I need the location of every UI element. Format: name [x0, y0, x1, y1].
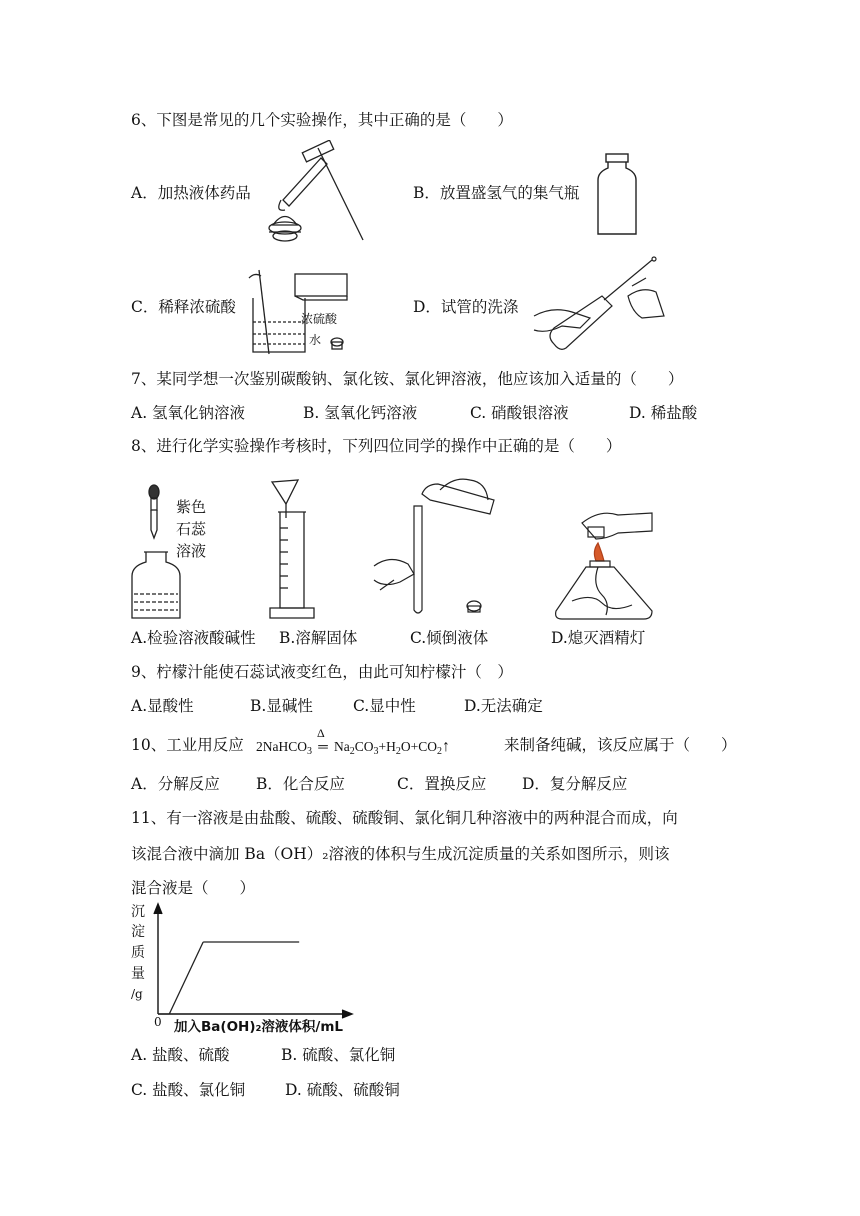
q8-option-c: C.倾倒液体	[410, 629, 489, 647]
dissolve-solid-figure	[268, 478, 318, 622]
q7-option-b: B. 氢氧化钙溶液	[303, 404, 418, 422]
q11-option-c: C. 盐酸、氯化铜	[131, 1081, 246, 1099]
chart-line-segment	[169, 942, 203, 1014]
q8-option-d: D.熄灭酒精灯	[551, 629, 646, 647]
q11-option-b: B. 硫酸、氯化铜	[281, 1046, 396, 1064]
eq-condition: Δ ═	[317, 726, 328, 754]
litmus-label-line1: 紫色	[176, 498, 207, 516]
q11-stem-line3: 混合液是（ ）	[131, 879, 256, 897]
q9-stem: 9、柠檬汁能使石蕊试液变红色，由此可知柠檬汁（ ）	[131, 663, 513, 681]
chart-ylabel-3: 质	[131, 945, 145, 961]
eq-reactant: 2NaHCO	[256, 739, 307, 754]
pour-liquid-figure	[370, 470, 502, 620]
q10-stem-after: 来制备纯碱，该反应属于（ ）	[504, 736, 737, 754]
q6-stem: 6、下图是常见的几个实验操作，其中正确的是（ ）	[131, 111, 513, 129]
q10-stem-before: 10、工业用反应	[131, 736, 244, 754]
water-label: 水	[309, 333, 322, 347]
extinguish-lamp-figure	[552, 505, 657, 623]
chart-xlabel: 加入Ba(OH)₂溶液体积/mL	[174, 1019, 344, 1035]
litmus-label-line2: 石蕊	[176, 520, 207, 538]
chart-ylabel-4: 量	[131, 966, 145, 982]
q9-option-d: D.无法确定	[464, 697, 543, 715]
chart-ylabel-5: /g	[131, 987, 143, 1001]
q8-option-b: B.溶解固体	[279, 629, 358, 647]
q11-option-d: D. 硫酸、硫酸铜	[285, 1081, 400, 1099]
q11-stem-line1: 11、有一溶液是由盐酸、硫酸、硫酸铜、氯化铜几种溶液中的两种混合而成，向	[131, 809, 678, 827]
q8-stem: 8、进行化学实验操作考核时，下列四位同学的操作中正确的是（ ）	[131, 437, 622, 455]
q6-option-d: D．试管的洗涤	[413, 298, 519, 316]
q9-option-b: B.显碱性	[250, 697, 313, 715]
chart-ylabel-1: 沉	[131, 904, 145, 920]
heating-liquid-figure	[263, 140, 373, 245]
q10-option-c: C．置换反应	[397, 775, 487, 793]
q8-option-a: A.检验溶液酸碱性	[131, 629, 256, 647]
q10-option-d: D．复分解反应	[522, 775, 628, 793]
q6-option-b: B．放置盛氢气的集气瓶	[413, 184, 580, 202]
q7-option-d: D. 稀盐酸	[629, 404, 698, 422]
q10-option-a: A．分解反应	[131, 775, 220, 793]
acid-label: 浓硫酸	[301, 312, 338, 326]
q6-option-c: C．稀释浓硫酸	[131, 298, 236, 316]
q9-option-c: C.显中性	[353, 697, 416, 715]
q11-option-a: A. 盐酸、硫酸	[131, 1046, 230, 1064]
gas-bottle-figure	[596, 152, 638, 236]
q7-option-c: C. 硝酸银溶液	[470, 404, 569, 422]
q10-option-b: B．化合反应	[256, 775, 345, 793]
q6-option-a: A．加热液体药品	[131, 184, 251, 202]
q9-option-a: A.显酸性	[131, 697, 194, 715]
q7-stem: 7、某同学想一次鉴别碳酸钠、氯化铵、氯化钾溶液，他应该加入适量的（ ）	[131, 370, 684, 388]
chart-ylabel-2: 淀	[131, 924, 145, 940]
q10-reaction-equation: 2NaHCO$_3$ Δ ═ $Na_2CO_3+H_2O+CO_2↑$	[256, 726, 451, 757]
q7-option-a: A. 氢氧化钠溶液	[131, 404, 246, 422]
chart-y-arrow	[154, 904, 162, 914]
chart-x-arrow	[342, 1010, 352, 1018]
dilute-acid-figure	[245, 262, 355, 357]
q11-stem-line2: 该混合液中滴加 Ba（OH）₂溶液的体积与生成沉淀质量的关系如图所示，则该	[131, 845, 670, 863]
litmus-label-line3: 溶液	[176, 542, 207, 560]
chart-origin-label: 0	[154, 1015, 162, 1029]
tube-washing-figure	[532, 256, 667, 356]
